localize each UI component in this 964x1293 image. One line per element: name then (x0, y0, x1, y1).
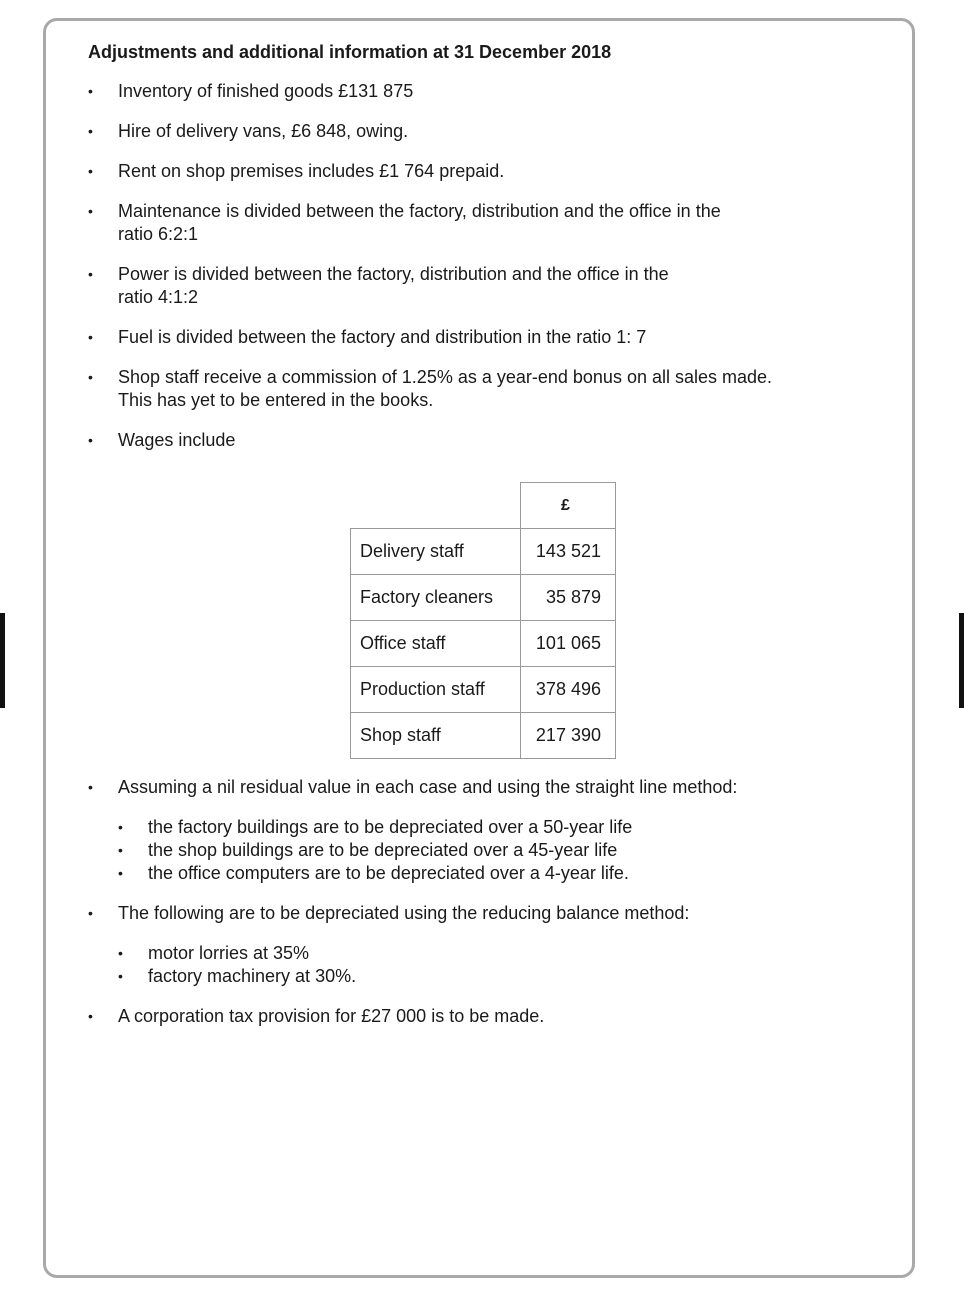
wage-label: Shop staff (351, 713, 521, 759)
wages-table (350, 482, 616, 759)
sub-list-item: • the shop buildings are to be depreciated over a 45-year life (118, 839, 888, 862)
wage-label: Office staff (351, 621, 521, 667)
reducing-balance-sublist (118, 942, 888, 988)
table-row (351, 667, 616, 713)
list-item-fuel: • Fuel is divided between the factory and distribution in the ratio 1: 7 (88, 326, 888, 349)
currency-header: £ (521, 483, 616, 529)
section-heading: Adjustments and additional information at 31 December 2018 (88, 42, 612, 62)
list-item-reducing-balance: • The following are to be depreciated using the reducing balance method: • motor lorries at 35% • factory machinery at 30%. (88, 902, 888, 988)
table-row (351, 575, 616, 621)
wage-label: Delivery staff (351, 529, 521, 575)
table-row (351, 621, 616, 667)
wage-label: Production staff (351, 667, 521, 713)
wage-amount: 217 390 (521, 713, 616, 759)
list-item-maintenance: • Maintenance is divided between the factory, distribution and the office in the ratio 6:2:1 (88, 200, 888, 246)
table-row (351, 713, 616, 759)
list-item-van-hire: • Hire of delivery vans, £6 848, owing. (88, 120, 888, 143)
wage-amount: 143 521 (521, 529, 616, 575)
table-header-row (351, 483, 616, 529)
sub-list-item: • the factory buildings are to be depreciated over a 50-year life (118, 816, 888, 839)
wage-label: Factory cleaners (351, 575, 521, 621)
straight-line-sublist (118, 816, 888, 885)
list-item-power: • Power is divided between the factory, distribution and the office in the ratio 4:1:2 (88, 263, 888, 309)
list-item-tax: • A corporation tax provision for £27 000 is to be made. (88, 1005, 888, 1028)
adjustments-section (88, 40, 888, 1045)
list-item-straight-line: • Assuming a nil residual value in each case and using the straight line method: • the factory buildings are to be depreciated over a 50-year life • the shop buildings are to be depreciated over a 45-year life • the office computers are to be depreciated over a 4-year life. (88, 776, 888, 885)
sub-list-item: • the office computers are to be depreciated over a 4-year life. (118, 862, 888, 885)
list-item-inventory: • Inventory of finished goods £131 875 (88, 80, 888, 103)
sub-list-item: • motor lorries at 35% (118, 942, 888, 965)
adjustments-list (88, 80, 888, 1028)
wage-amount: 101 065 (521, 621, 616, 667)
list-item-wages: • Wages include £ Delivery staff 143 521 Factory cleaners 35 879 Office staff 101 065 Production staff 378 496 Shop staff 217 390 (88, 429, 888, 759)
left-edge-mark (0, 613, 5, 708)
wage-amount: 378 496 (521, 667, 616, 713)
list-item-rent: • Rent on shop premises includes £1 764 prepaid. (88, 160, 888, 183)
list-item-commission: • Shop staff receive a commission of 1.25% as a year-end bonus on all sales made. This has yet to be entered in the books. (88, 366, 888, 412)
sub-list-item: • factory machinery at 30%. (118, 965, 888, 988)
table-row (351, 529, 616, 575)
wage-amount: 35 879 (521, 575, 616, 621)
right-edge-mark (959, 613, 964, 708)
